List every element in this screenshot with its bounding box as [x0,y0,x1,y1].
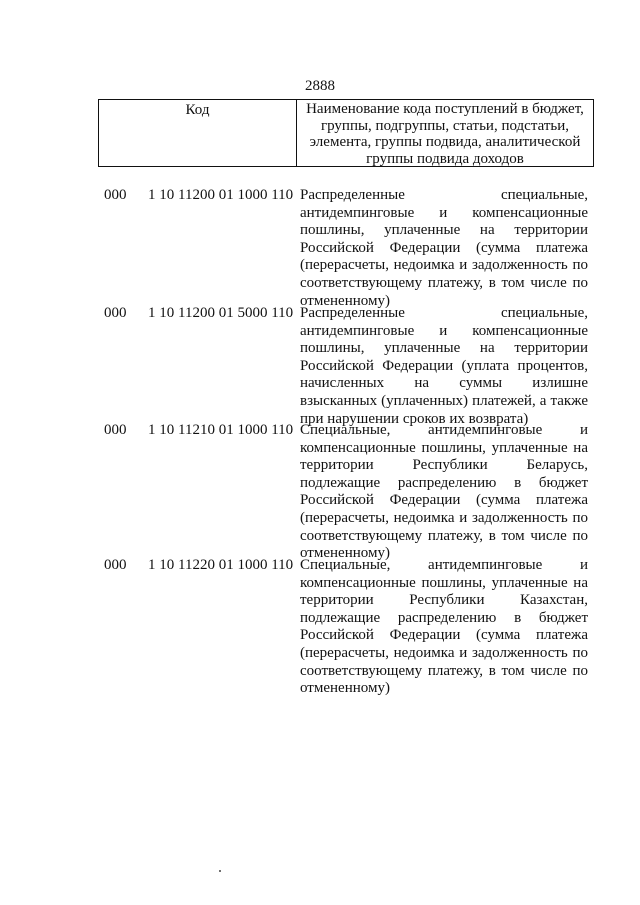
income-code: 1 10 11220 01 1000 110 [148,557,294,573]
scan-speck [219,870,221,872]
admin-code: 000 [104,187,127,203]
income-description: Распределенные специальные, антидемпинговые и компенсационные пошлины, уплаченные на территории Российской Федерации (уплата процентов, начисленных на суммы излишне взысканных (уплаченных) платежей, а также при нарушении сроков их возврата) [300,305,588,427]
income-code: 1 10 11200 01 5000 110 [148,305,294,321]
income-description: Специальные, антидемпинговые и компенсационные пошлины, уплаченные на территории Республики Беларусь, подлежащие распределению в бюджет Российской Федерации (сумма платежа (перерасчеты, недоимка и задолженность по соответствующему платежу, в том числе по отмененному) [300,422,588,562]
income-description: Специальные, антидемпинговые и компенсационные пошлины, уплаченные на территории Республики Казахстан, подлежащие распределению в бюджет Российской Федерации (сумма платежа (перерасчеты, недоимка и задолженность по соответствующему платежу, в том числе по отмененному) [300,557,588,697]
admin-code: 000 [104,422,127,438]
header-name-column: Наименование кода поступлений в бюджет, группы, подгруппы, статьи, подстатьи, элемента, группы подвида, аналитической группы подвида доходов [306,101,584,167]
admin-code: 000 [104,305,127,321]
header-code-column: Код [99,100,297,166]
page-number: 2888 [305,78,335,94]
admin-code: 000 [104,557,127,573]
table-header [98,99,594,167]
income-code: 1 10 11210 01 1000 110 [148,422,294,438]
income-code: 1 10 11200 01 1000 110 [148,187,294,203]
income-description: Распределенные специальные, антидемпинговые и компенсационные пошлины, уплаченные на территории Российской Федерации (сумма платежа (перерасчеты, недоимка и задолженность по соответствующему платежу, в том числе по отмененному) [300,187,588,309]
